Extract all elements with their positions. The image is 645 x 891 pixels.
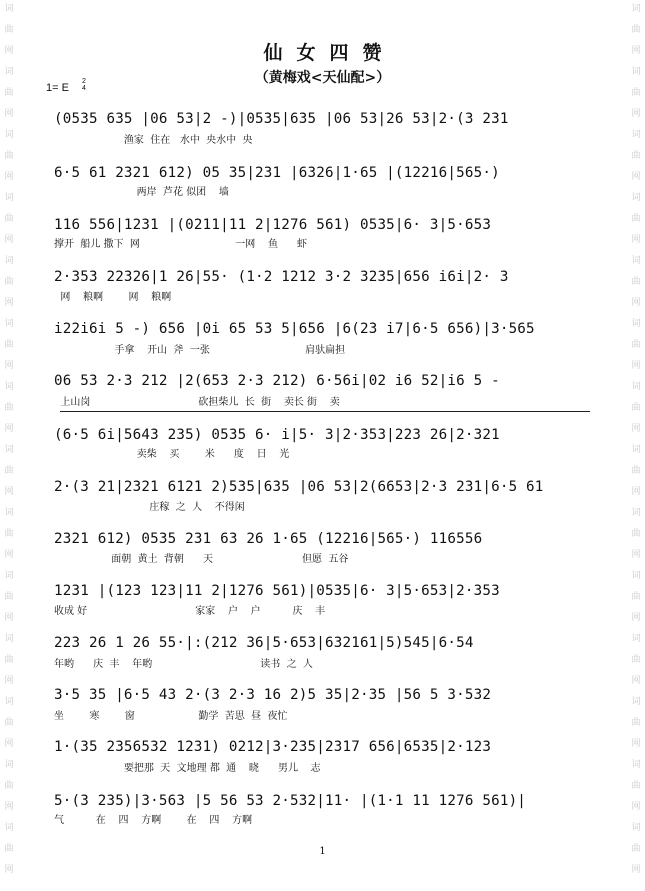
watermark-glyph: 曲 <box>631 466 641 476</box>
lyrics-line: 网 粮啊 网 粮啊 <box>54 292 172 303</box>
meter-bottom: 4 <box>82 85 86 92</box>
watermark-glyph: 曲 <box>631 277 641 287</box>
watermark-glyph: 词 <box>4 697 14 707</box>
watermark-glyph: 词 <box>4 508 14 518</box>
lyrics-line: 气 在 四 方啊 在 四 方啊 <box>54 815 253 826</box>
watermark-glyph: 词 <box>631 256 641 266</box>
watermark-glyph: 网 <box>631 172 641 182</box>
watermark-glyph: 网 <box>631 424 641 434</box>
watermark-glyph: 曲 <box>631 592 641 602</box>
notation-line: 1231 |(123 123|11 2|1276 561)|0535|6· 3|5·653|2·353 <box>54 583 500 599</box>
watermark-glyph: 词 <box>4 823 14 833</box>
watermark-glyph: 曲 <box>4 781 14 791</box>
watermark-glyph: 词 <box>631 508 641 518</box>
watermark-glyph: 词 <box>631 193 641 203</box>
watermark-glyph: 词 <box>4 256 14 266</box>
watermark-glyph: 曲 <box>631 340 641 350</box>
watermark-glyph: 网 <box>631 361 641 371</box>
watermark-glyph: 词 <box>631 67 641 77</box>
watermark-glyph: 曲 <box>4 403 14 413</box>
watermark-glyph: 曲 <box>4 718 14 728</box>
watermark-glyph: 曲 <box>631 655 641 665</box>
watermark-glyph: 曲 <box>631 529 641 539</box>
notation-line: 6·5 61 2321 612) 05 35|231 |6326|1·65 |(12216|565·) <box>54 165 500 181</box>
watermark-glyph: 词 <box>631 760 641 770</box>
watermark-glyph: 词 <box>631 445 641 455</box>
watermark-glyph: 网 <box>4 172 14 182</box>
watermark-glyph: 词 <box>631 130 641 140</box>
watermark-glyph: 网 <box>4 676 14 686</box>
watermark-glyph: 曲 <box>4 592 14 602</box>
watermark-glyph: 网 <box>4 613 14 623</box>
watermark-glyph: 词 <box>4 4 14 14</box>
watermark-glyph: 网 <box>631 802 641 812</box>
lyrics-line: 两岸 芦花 似团 墙 <box>54 187 229 198</box>
notation-line: 3·5 35 |6·5 43 2·(3 2·3 16 2)5 35|2·35 |56 5 3·532 <box>54 687 492 703</box>
page-number: 1 <box>319 846 326 857</box>
watermark-glyph: 网 <box>631 613 641 623</box>
notation-line: 06 53 2·3 212 |2(653 2·3 212) 6·56i|02 i6 52|i6 5 - <box>54 373 500 389</box>
watermark-glyph: 曲 <box>631 88 641 98</box>
watermark-glyph: 词 <box>631 634 641 644</box>
watermark-glyph: 网 <box>4 235 14 245</box>
watermark-glyph: 网 <box>631 235 641 245</box>
key-signature: 1= E <box>46 82 69 94</box>
notation-line: 116 556|1231 |(0211|11 2|1276 561) 0535|6· 3|5·653 <box>54 217 492 233</box>
notation-line: 223 26 1 26 55·|:(212 36|5·653|632161|5)545|6·54 <box>54 635 474 651</box>
watermark-glyph: 曲 <box>631 718 641 728</box>
watermark-glyph: 曲 <box>4 655 14 665</box>
watermark-glyph: 曲 <box>631 844 641 854</box>
watermark-glyph: 词 <box>4 571 14 581</box>
watermark-glyph: 词 <box>631 823 641 833</box>
watermark-glyph: 曲 <box>4 151 14 161</box>
watermark-glyph: 网 <box>631 676 641 686</box>
watermark-glyph: 曲 <box>4 88 14 98</box>
lyrics-line: 卖柴 买 米 度 日 光 <box>54 449 290 460</box>
watermark-glyph: 网 <box>631 550 641 560</box>
watermark-glyph: 词 <box>4 760 14 770</box>
lyrics-line: 年哟 庆 丰 年哟 读书 之 人 <box>54 659 313 670</box>
watermark-glyph: 网 <box>631 109 641 119</box>
lyrics-line: 要把那 天 文地理 都 通 晓 男儿 志 <box>54 763 321 774</box>
watermark-glyph: 网 <box>4 424 14 434</box>
watermark-left <box>0 0 18 891</box>
watermark-glyph: 词 <box>4 130 14 140</box>
watermark-glyph: 网 <box>4 550 14 560</box>
watermark-glyph: 词 <box>631 319 641 329</box>
lyrics-line: 坐 寒 窗 勤学 苦思 昼 夜忙 <box>54 711 288 722</box>
watermark-glyph: 网 <box>4 46 14 56</box>
watermark-glyph: 网 <box>4 487 14 497</box>
watermark-right <box>627 0 645 891</box>
watermark-glyph: 网 <box>4 361 14 371</box>
watermark-glyph: 词 <box>631 571 641 581</box>
notation-line: 2321 612) 0535 231 63 26 1·65 (12216|565·) 116556 <box>54 531 483 547</box>
notation-line: (0535 635 |06 53|2 -)|0535|635 |06 53|26 53|2·(3 231 <box>54 111 509 127</box>
watermark-glyph: 网 <box>631 739 641 749</box>
watermark-glyph: 词 <box>4 382 14 392</box>
notation-line: 2·(3 21|2321 6121 2)535|635 |06 53|2(6653|2·3 231|6·5 61 <box>54 479 544 495</box>
watermark-glyph: 词 <box>4 67 14 77</box>
notation-line: (6·5 6i|5643 235) 0535 6· i|5· 3|2·353|223 26|2·321 <box>54 427 500 443</box>
lyrics-line: 庄稼 之 人 不得闲 <box>54 502 245 513</box>
watermark-glyph: 网 <box>4 298 14 308</box>
watermark-glyph: 网 <box>4 739 14 749</box>
lyrics-line: 上山岗 砍担柴儿 长 街 卖长 街 卖 <box>54 397 340 408</box>
divider-line <box>60 411 590 412</box>
watermark-glyph: 曲 <box>631 25 641 35</box>
watermark-glyph: 网 <box>4 802 14 812</box>
watermark-glyph: 网 <box>631 487 641 497</box>
watermark-glyph: 词 <box>631 4 641 14</box>
lyrics-line: 渔家 住在 水中 央水中 央 <box>54 135 253 146</box>
notation-line: 5·(3 235)|3·563 |5 56 53 2·532|11· |(1·1 11 1276 561)| <box>54 793 527 809</box>
watermark-glyph: 曲 <box>4 214 14 224</box>
watermark-glyph: 词 <box>631 697 641 707</box>
watermark-glyph: 曲 <box>631 151 641 161</box>
lyrics-line: 撑开 船儿 撒下 网 一网 鱼 虾 <box>54 239 308 250</box>
watermark-glyph: 网 <box>4 865 14 875</box>
notation-line: 2·353 22326|1 26|55· (1·2 1212 3·2 3235|656 i6i|2· 3 <box>54 269 509 285</box>
watermark-glyph: 词 <box>4 634 14 644</box>
watermark-glyph: 曲 <box>631 214 641 224</box>
watermark-glyph: 词 <box>4 445 14 455</box>
watermark-glyph: 曲 <box>4 277 14 287</box>
watermark-glyph: 曲 <box>631 781 641 791</box>
lyrics-line: 收成 好 家家 户 户 庆 丰 <box>54 606 326 617</box>
watermark-glyph: 曲 <box>4 529 14 539</box>
time-signature <box>82 78 86 92</box>
meter-top: 2 <box>82 78 86 85</box>
watermark-glyph: 网 <box>631 298 641 308</box>
lyrics-line: 面朝 黄土 背朝 天 但愿 五谷 <box>54 554 349 565</box>
watermark-glyph: 词 <box>631 382 641 392</box>
song-subtitle: （黄梅戏<天仙配>） <box>254 70 391 86</box>
watermark-glyph: 曲 <box>4 844 14 854</box>
watermark-glyph: 网 <box>631 865 641 875</box>
watermark-glyph: 曲 <box>4 466 14 476</box>
watermark-glyph: 曲 <box>4 25 14 35</box>
notation-line: i22i6i 5 -) 656 |0i 65 53 5|656 |6(23 i7|6·5 656)|3·565 <box>54 321 535 337</box>
watermark-glyph: 网 <box>631 46 641 56</box>
song-title: 仙女四赞 <box>263 42 396 64</box>
watermark-glyph: 曲 <box>4 340 14 350</box>
watermark-glyph: 词 <box>4 319 14 329</box>
notation-line: 1·(35 2356532 1231) 0212|3·235|2317 656|6535|2·123 <box>54 739 492 755</box>
watermark-glyph: 曲 <box>631 403 641 413</box>
watermark-glyph: 词 <box>4 193 14 203</box>
lyrics-line: 手拿 开山 斧 一张 肩驮扁担 <box>54 345 346 356</box>
watermark-glyph: 网 <box>4 109 14 119</box>
